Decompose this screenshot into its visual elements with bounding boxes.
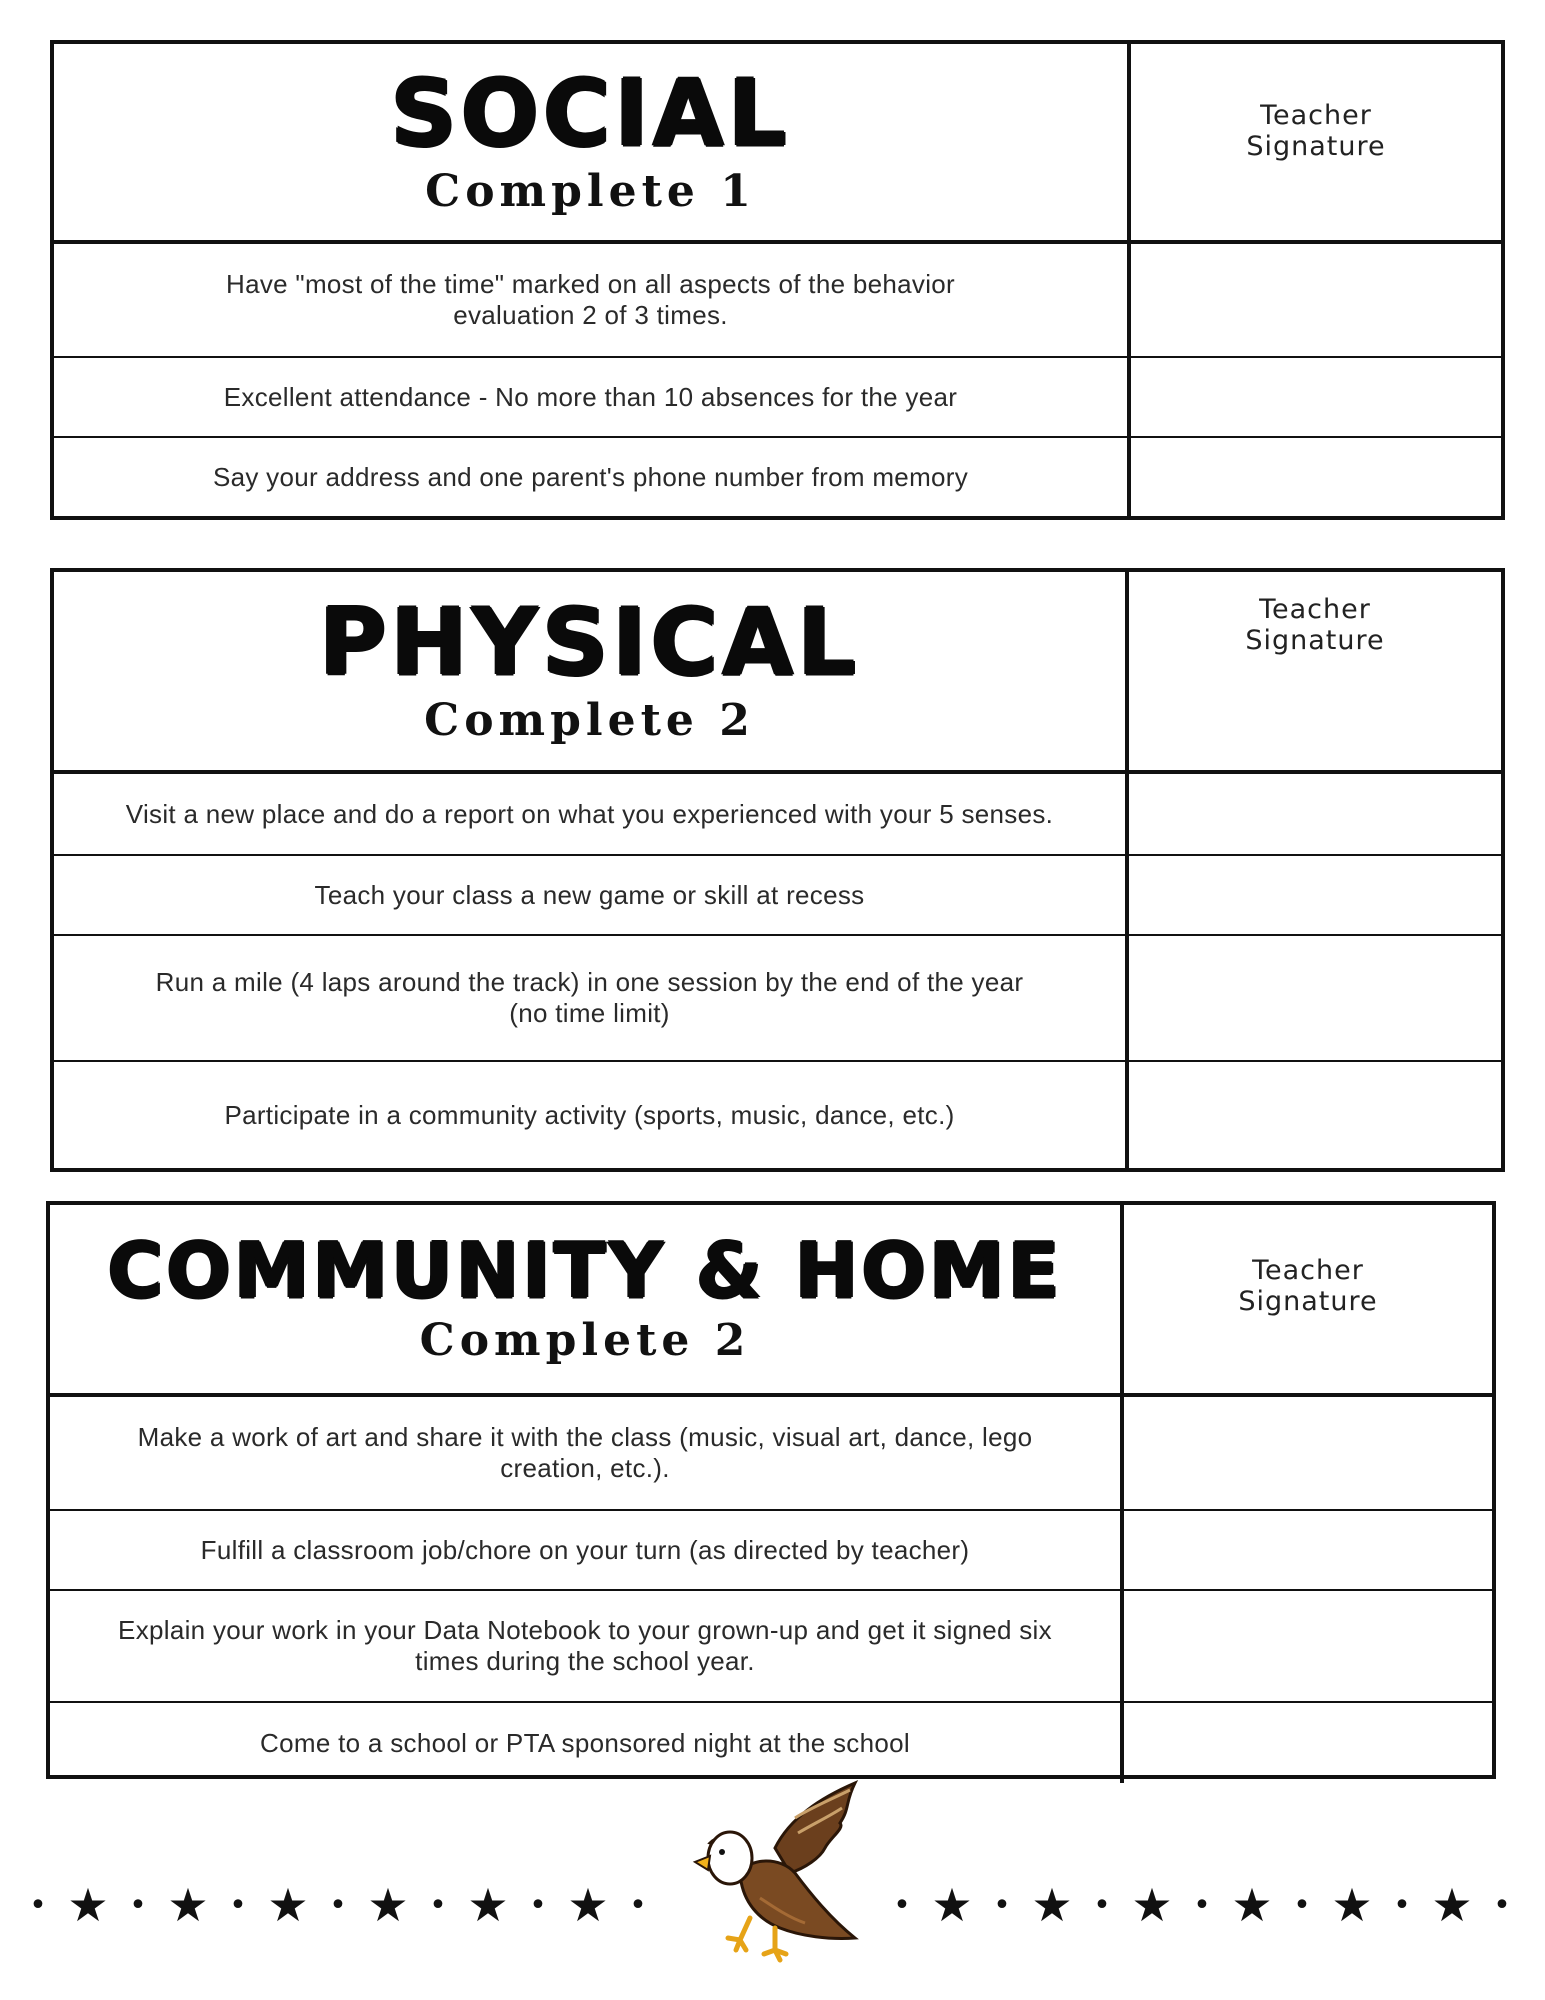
eagle-icon — [680, 1778, 870, 1968]
signature-cell[interactable] — [1129, 854, 1501, 934]
task-cell — [50, 1589, 1124, 1701]
section-title: COMMUNITY & HOME — [107, 1225, 1063, 1315]
task-cell — [54, 1060, 1129, 1168]
signature-cell[interactable] — [1129, 934, 1501, 1060]
dot-icon: • — [1193, 1887, 1211, 1923]
task-cell — [54, 854, 1129, 934]
section-header — [50, 1205, 1124, 1397]
task-text: Explain your work in your Data Notebook to your grown-up and get it signed six times during the school year. — [118, 1615, 1052, 1676]
dot-icon: • — [129, 1887, 147, 1923]
signature-cell[interactable] — [1131, 436, 1501, 516]
star-icon: ★ — [1331, 1878, 1373, 1932]
task-text: Visit a new place and do a report on what you experienced with your 5 senses. — [125, 798, 1054, 829]
task-text: Participate in a community activity (sports, music, dance, etc.) — [224, 1099, 955, 1130]
signature-cell[interactable] — [1124, 1397, 1492, 1509]
star-icon: ★ — [567, 1878, 609, 1932]
dot-icon: • — [993, 1887, 1011, 1923]
social-section — [50, 40, 1505, 520]
task-cell — [54, 774, 1129, 854]
dot-icon: • — [29, 1887, 47, 1923]
physical-section — [50, 568, 1505, 1172]
dot-icon: • — [1393, 1887, 1411, 1923]
task-text: Excellent attendance - No more than 10 absences for the year — [223, 381, 958, 412]
section-subtitle: Complete 2 — [424, 694, 755, 746]
task-text: Have "most of the time" marked on all aspects of the behavior evaluation 2 of 3 times. — [226, 269, 955, 330]
dot-icon: • — [1093, 1887, 1111, 1923]
signature-cell[interactable] — [1131, 356, 1501, 436]
task-text: Teach your class a new game or skill at recess — [314, 879, 865, 910]
star-icon: ★ — [1031, 1878, 1073, 1932]
task-cell — [54, 436, 1131, 516]
signature-cell[interactable] — [1129, 774, 1501, 854]
signature-header-cell — [1124, 1205, 1492, 1397]
task-text: Come to a school or PTA sponsored night at the school — [260, 1727, 910, 1758]
task-text: Make a work of art and share it with the class (music, visual art, dance, lego creation, etc.). — [137, 1422, 1033, 1483]
task-cell — [54, 244, 1131, 356]
star-icon: ★ — [167, 1878, 209, 1932]
task-cell — [50, 1701, 1124, 1783]
dot-icon: • — [229, 1887, 247, 1923]
task-cell — [50, 1509, 1124, 1589]
dot-icon: • — [329, 1887, 347, 1923]
section-title: PHYSICAL — [319, 588, 860, 696]
task-text: Run a mile (4 laps around the track) in one session by the end of the year (no time limit) — [155, 967, 1024, 1028]
community-home-section — [46, 1201, 1496, 1779]
star-icon: ★ — [1131, 1878, 1173, 1932]
star-icon: ★ — [367, 1878, 409, 1932]
section-title: SOCIAL — [390, 59, 791, 167]
signature-header-cell — [1129, 572, 1501, 774]
star-icon: ★ — [467, 1878, 509, 1932]
dot-icon: • — [1293, 1887, 1311, 1923]
star-icon: ★ — [1431, 1878, 1473, 1932]
star-icon: ★ — [931, 1878, 973, 1932]
footer-border-right — [876, 1878, 1528, 1932]
task-text: Fulfill a classroom job/chore on your turn (as directed by teacher) — [200, 1534, 970, 1565]
signature-header-cell — [1131, 44, 1501, 244]
signature-header: Teacher Signature — [1245, 594, 1385, 656]
task-cell — [54, 356, 1131, 436]
dot-icon: • — [429, 1887, 447, 1923]
task-cell — [50, 1397, 1124, 1509]
section-header — [54, 572, 1129, 774]
star-icon: ★ — [67, 1878, 109, 1932]
task-text: Say your address and one parent's phone number from memory — [212, 461, 969, 492]
signature-cell[interactable] — [1129, 1060, 1501, 1168]
star-icon: ★ — [1231, 1878, 1273, 1932]
section-subtitle: Complete 1 — [425, 165, 756, 217]
dot-icon: • — [529, 1887, 547, 1923]
section-header — [54, 44, 1131, 244]
signature-cell[interactable] — [1131, 244, 1501, 356]
footer-border-left — [12, 1878, 664, 1932]
section-subtitle: Complete 2 — [419, 1314, 751, 1366]
signature-cell[interactable] — [1124, 1701, 1492, 1783]
dot-icon: • — [893, 1887, 911, 1923]
dot-icon: • — [1493, 1887, 1511, 1923]
signature-cell[interactable] — [1124, 1509, 1492, 1589]
task-cell — [54, 934, 1129, 1060]
signature-cell[interactable] — [1124, 1589, 1492, 1701]
signature-header: Teacher Signature — [1238, 1255, 1378, 1317]
signature-header: Teacher Signature — [1246, 100, 1386, 162]
dot-icon: • — [629, 1887, 647, 1923]
star-icon: ★ — [267, 1878, 309, 1932]
